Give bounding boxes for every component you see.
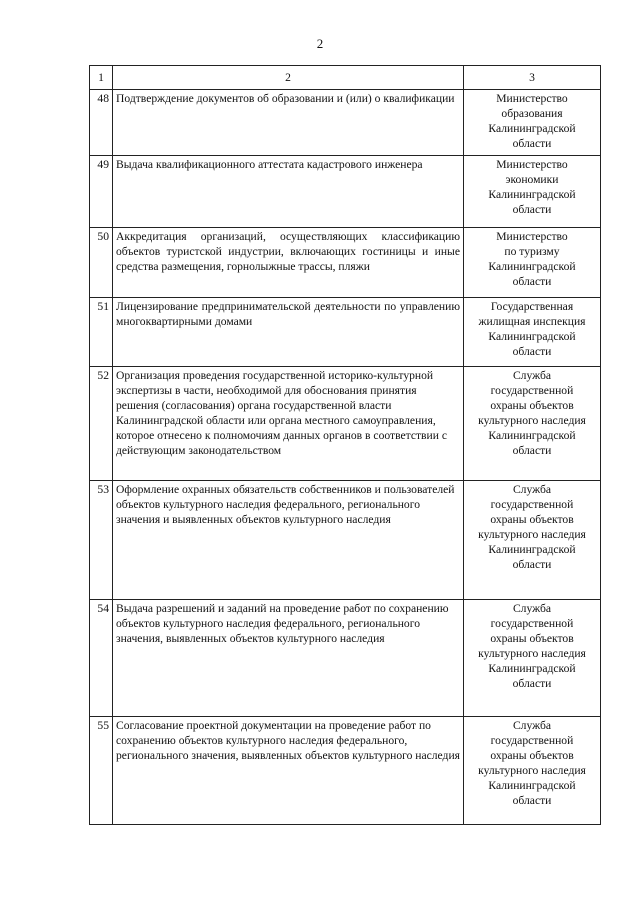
services-table <box>89 65 601 825</box>
authority-name <box>464 600 601 717</box>
authority-line: культурного наследия <box>478 764 586 777</box>
authority-line: Служба <box>512 719 552 732</box>
row-number: 51 <box>90 298 113 367</box>
authority-line: Министерство <box>496 92 568 105</box>
table-row <box>90 90 601 156</box>
table-row <box>90 717 601 825</box>
authority-line: Калининградской <box>488 543 576 556</box>
authority-line: охраны объектов <box>490 399 574 412</box>
authority-line: государственной <box>490 498 574 511</box>
authority-name <box>464 367 601 481</box>
authority-name <box>464 481 601 600</box>
service-description: Подтверждение документов об образовании и (или) о квалификации <box>113 90 464 156</box>
authority-name <box>464 228 601 298</box>
authority-line: Калининградской <box>488 429 576 442</box>
service-description: Выдача разрешений и заданий на проведение работ по сохранению объектов культурного наследия федерального, регионального значения, выявленных объектов культурного наследия <box>113 600 464 717</box>
authority-line: государственной <box>490 617 574 630</box>
authority-line: Служба <box>512 602 552 615</box>
column-header-number: 1 <box>90 66 113 90</box>
authority-line: Министерство <box>496 230 568 243</box>
row-number: 49 <box>90 156 113 228</box>
authority-line: области <box>512 677 552 690</box>
authority-name <box>464 717 601 825</box>
table-row <box>90 298 601 367</box>
authority-line: Калининградской <box>488 662 576 675</box>
service-description: Организация проведения государственной историко-культурной экспертизы в части, необходимой для обоснования принятия решения (согласования) органа государственной власти Калининградской области или органа местного самоуправления, которое отнесено к полномочиям данных органов в соответствии с действующим законодательством <box>113 367 464 481</box>
table-row <box>90 600 601 717</box>
authority-name <box>464 90 601 156</box>
table-row <box>90 481 601 600</box>
table-row <box>90 156 601 228</box>
service-description: Выдача квалификационного аттестата кадастрового инженера <box>113 156 464 228</box>
service-description: Аккредитация организаций, осуществляющих классификацию объектов туристской индустрии, включающих гостиницы и иные средства размещения, горнолыжные трассы, пляжи <box>113 228 464 298</box>
row-number: 48 <box>90 90 113 156</box>
authority-line: государственной <box>490 384 574 397</box>
authority-line: культурного наследия <box>478 528 586 541</box>
authority-line: области <box>512 794 552 807</box>
authority-line: Служба <box>512 483 552 496</box>
authority-line: Калининградской <box>488 188 576 201</box>
authority-line: области <box>512 137 552 150</box>
authority-line: государственной <box>490 734 574 747</box>
authority-line: культурного наследия <box>478 414 586 427</box>
authority-line: Государственная <box>490 300 574 313</box>
authority-line: жилищная инспекция <box>478 315 586 328</box>
authority-line: области <box>512 203 552 216</box>
row-number: 55 <box>90 717 113 825</box>
page-number: 2 <box>316 36 324 51</box>
authority-line: Министерство <box>496 158 568 171</box>
authority-line: охраны объектов <box>490 632 574 645</box>
authority-line: области <box>512 558 552 571</box>
authority-line: области <box>512 444 552 457</box>
row-number: 50 <box>90 228 113 298</box>
row-number: 53 <box>90 481 113 600</box>
authority-line: Служба <box>512 369 552 382</box>
authority-line: Калининградской <box>488 260 576 273</box>
table-row <box>90 228 601 298</box>
authority-line: Калининградской <box>488 122 576 135</box>
service-description: Оформление охранных обязательств собственников и пользователей объектов культурного наследия федерального, регионального значения и выявленных объектов культурного наследия <box>113 481 464 600</box>
authority-line: Калининградской <box>488 330 576 343</box>
table-header-row <box>90 66 601 90</box>
authority-line: Калининградской <box>488 779 576 792</box>
authority-line: области <box>512 275 552 288</box>
authority-name <box>464 156 601 228</box>
authority-line: охраны объектов <box>490 513 574 526</box>
authority-line: охраны объектов <box>490 749 574 762</box>
authority-line: экономики <box>505 173 559 186</box>
authority-line: культурного наследия <box>478 647 586 660</box>
authority-name <box>464 298 601 367</box>
authority-line: по туризму <box>504 245 560 258</box>
row-number: 52 <box>90 367 113 481</box>
column-header-authority: 3 <box>464 66 601 90</box>
authority-line: образования <box>501 107 563 120</box>
table-row <box>90 367 601 481</box>
service-description: Лицензирование предпринимательской деятельности по управлению многоквартирными домами <box>113 298 464 367</box>
column-header-service: 2 <box>113 66 464 90</box>
service-description: Согласование проектной документации на проведение работ по сохранению объектов культурного наследия федерального, регионального значения, выявленных объектов культурного наследия <box>113 717 464 825</box>
row-number: 54 <box>90 600 113 717</box>
authority-line: области <box>512 345 552 358</box>
